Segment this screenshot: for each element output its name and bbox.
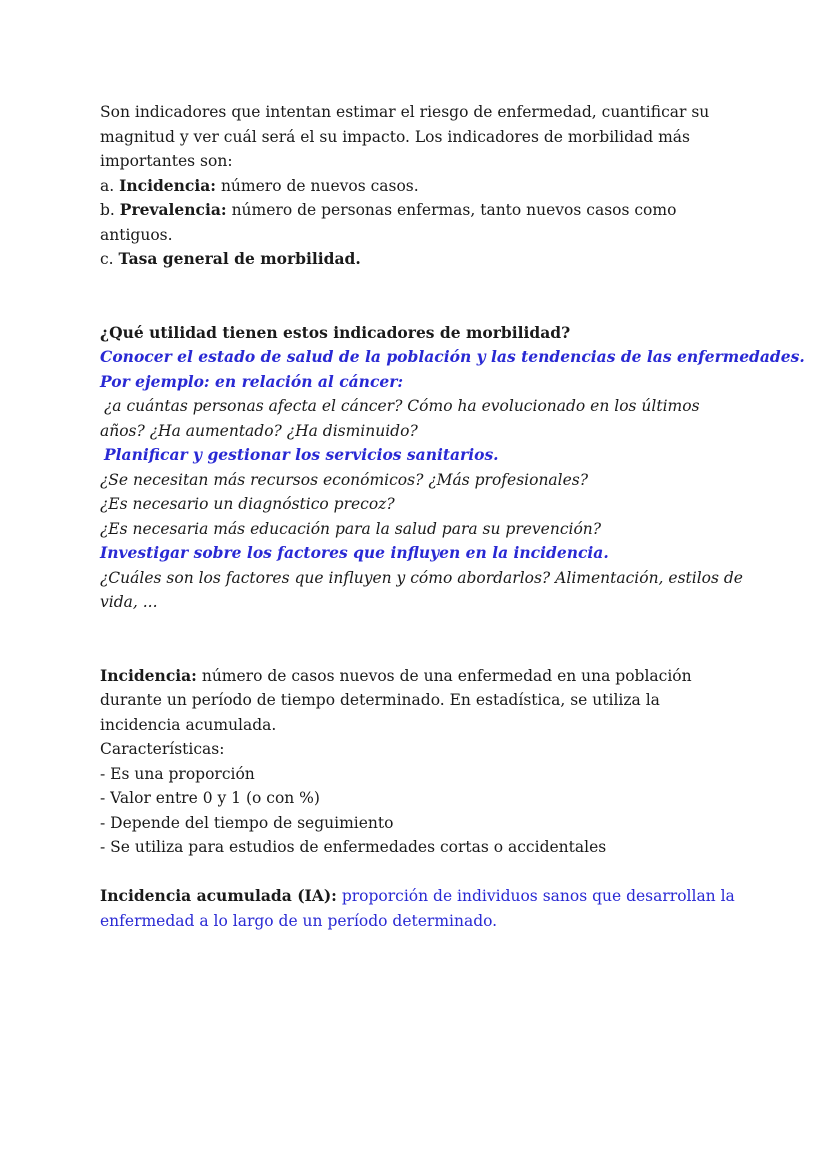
indicator-list	[100, 174, 728, 272]
indicator-item-incidencia	[100, 174, 728, 199]
incidencia-def-line: incidencia acumulada.	[100, 715, 277, 734]
question-line: ¿Cuáles son los factores que influyen y cómo abordarlos? Alimentación, estilos de	[100, 568, 743, 587]
utilidad-point: Conocer el estado de salud de la población y las tendencias de las enfermedades.	[100, 347, 805, 366]
item-term: Incidencia:	[119, 175, 217, 195]
caracteristica-item: - Depende del tiempo de seguimiento	[100, 813, 394, 832]
incidencia-def-line: durante un período de tiempo determinado. En estadística, se utiliza la	[100, 691, 660, 709]
question-line: vida, ...	[100, 593, 158, 611]
incidencia-section	[100, 664, 728, 860]
intro-line: magnitud y ver cuál será el su impacto. Los indicadores de morbilidad más	[100, 127, 690, 146]
document-content	[100, 100, 805, 933]
ia-def: proporción de individuos sanos que desarrollan la	[341, 887, 735, 905]
incidencia-definition-line	[100, 664, 728, 689]
item-prefix: b.	[100, 201, 115, 219]
utilidad-point: Investigar sobre los factores que influyen en la incidencia.	[100, 543, 609, 562]
question-line: ¿Es necesario un diagnóstico precoz?	[100, 495, 395, 513]
utilidad-point: Planificar y gestionar los servicios sanitarios.	[104, 445, 499, 464]
ia-section	[100, 884, 735, 933]
caracteristica-item: - Se utiliza para estudios de enfermedades cortas o accidentales	[100, 838, 607, 856]
ia-def-line: enfermedad a lo largo de un período determinado.	[100, 911, 498, 930]
item-term: Prevalencia:	[119, 200, 227, 219]
intro-line: Son indicadores que intentan estimar el riesgo de enfermedad, cuantificar su	[100, 103, 710, 121]
question-line: ¿Es necesaria más educación para la salud para su prevención?	[100, 519, 602, 538]
example-line: ¿a cuántas personas afecta el cáncer? Cómo ha evolucionado en los últimos	[104, 397, 700, 415]
ia-definition-line	[100, 884, 735, 909]
indicator-item-tasa	[100, 247, 728, 272]
intro-line: importantes son:	[100, 152, 233, 170]
utilidad-section	[100, 321, 805, 615]
caracteristica-item: - Es una proporción	[100, 764, 255, 783]
item-text: número de nuevos casos.	[220, 176, 419, 195]
incidencia-term: Incidencia:	[100, 665, 197, 685]
indicator-item-prevalencia	[100, 198, 728, 223]
ia-term: Incidencia acumulada (IA):	[100, 886, 337, 905]
example-heading: Por ejemplo: en relación al cáncer:	[100, 371, 404, 391]
indicator-item-continuation: antiguos.	[100, 225, 173, 244]
item-term: Tasa general de morbilidad.	[118, 249, 361, 268]
question-line: ¿Se necesitan más recursos económicos? ¿Más profesionales?	[100, 470, 589, 489]
item-prefix: a.	[100, 176, 115, 195]
caracteristica-item: - Valor entre 0 y 1 (o con %)	[100, 789, 320, 807]
example-line: años? ¿Ha aumentado? ¿Ha disminuido?	[100, 421, 418, 440]
item-text: número de personas enfermas, tanto nuevos casos como	[231, 201, 677, 219]
section-heading: ¿Qué utilidad tienen estos indicadores de morbilidad?	[100, 322, 571, 342]
incidencia-def: número de casos nuevos de una enfermedad en una población	[201, 666, 692, 685]
intro-paragraph	[100, 100, 728, 174]
caracteristicas-label: Características:	[100, 740, 225, 758]
item-prefix: c.	[100, 250, 114, 268]
